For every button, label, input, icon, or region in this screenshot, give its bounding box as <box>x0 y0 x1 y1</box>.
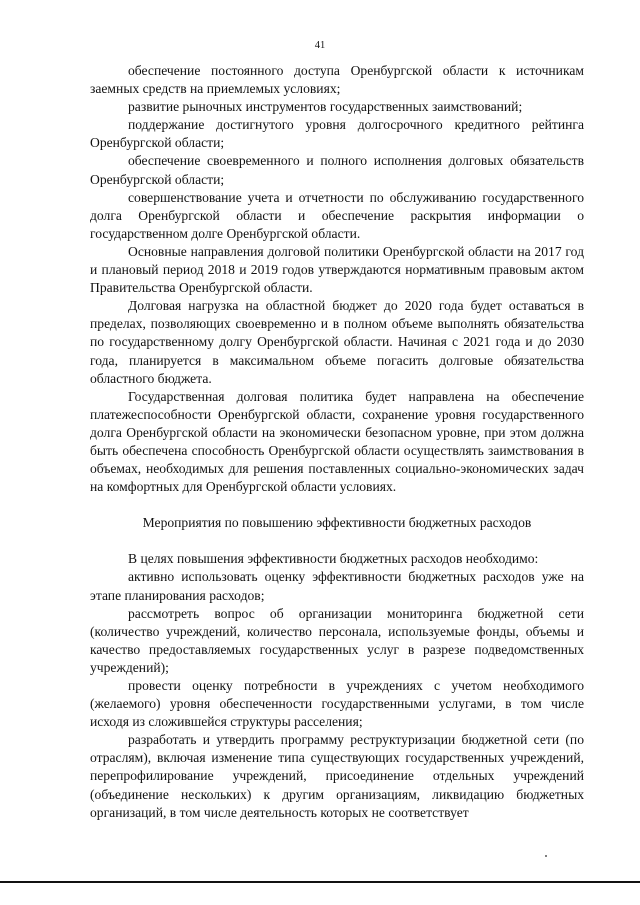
paragraph: Основные направления долговой политики Оренбургской области на 2017 год и плановый период 2018 и 2019 годов утверждаются нормативным правовым актом Правительства Оренбургской области. <box>90 243 584 296</box>
paragraph: развитие рыночных инструментов государственных заимствований; <box>128 99 523 115</box>
paragraph: обеспечение постоянного доступа Оренбургской области к источникам заемных средств на приемлемых условиях; <box>90 63 584 97</box>
paragraph: рассмотреть вопрос об организации мониторинга бюджетной сети (количество учреждений, количество персонала, используемые фонды, объемы и качество предоставляемых государственных услуг в разрезе подведомственных учреждений); <box>90 605 584 675</box>
paragraph: разработать и утвердить программу реструктуризации бюджетной сети (по отраслям), включая изменение типа существующих государственных учреждений, перепрофилирование учреждений, присоединение отдельных учреждений (объединение нескольких) к другим организациям, ликвидацию бюджетных организаций, в том числе деятельность которых не соответствует <box>90 732 584 820</box>
section-heading: Мероприятия по повышению эффективности бюджетных расходов <box>142 515 532 531</box>
paragraph: совершенствование учета и отчетности по обслуживанию государственного долга Оренбургской области и обеспечение раскрытия информации о государственном долге Оренбургской области. <box>90 189 584 241</box>
scan-edge-line <box>0 881 640 883</box>
paragraph: поддержание достигнутого уровня долгосрочного кредитного рейтинга Оренбургской области; <box>90 117 584 151</box>
paragraph: Государственная долговая политика будет направлена на обеспечение платежеспособности Оренбургской области, сохранение уровня государственного долга Оренбургской области на экономически безопасном уровне, при этом должна быть обеспечена способность Оренбургской области осуществлять заимствования в объемах, необходимых для решения поставленных социально-экономических задач на комфортных для Оренбургской области условиях. <box>90 388 584 495</box>
scan-speck <box>545 855 547 857</box>
paragraph: активно использовать оценку эффективности бюджетных расходов уже на этапе планирования расходов; <box>90 569 584 603</box>
paragraph: Долговая нагрузка на областной бюджет до 2020 года будет оставаться в пределах, позволяющих своевременно и в полном объеме выполнять обязательства по государственному долгу Оренбургской области. Начиная с 2021 года и до 2030 года, планируется в максимальном объеме погасить долговые обязательства областного бюджета. <box>90 298 584 386</box>
paragraph: провести оценку потребности в учреждениях с учетом необходимого (желаемого) уровня обеспеченности государственными услугами, в том числе исходя из сложившейся структуры расселения; <box>90 678 584 730</box>
page-number: 41 <box>314 40 326 51</box>
document-body <box>90 62 584 822</box>
paragraph: В целях повышения эффективности бюджетных расходов необходимо: <box>128 551 539 567</box>
paragraph: обеспечение своевременного и полного исполнения долговых обязательств Оренбургской области; <box>90 153 584 187</box>
